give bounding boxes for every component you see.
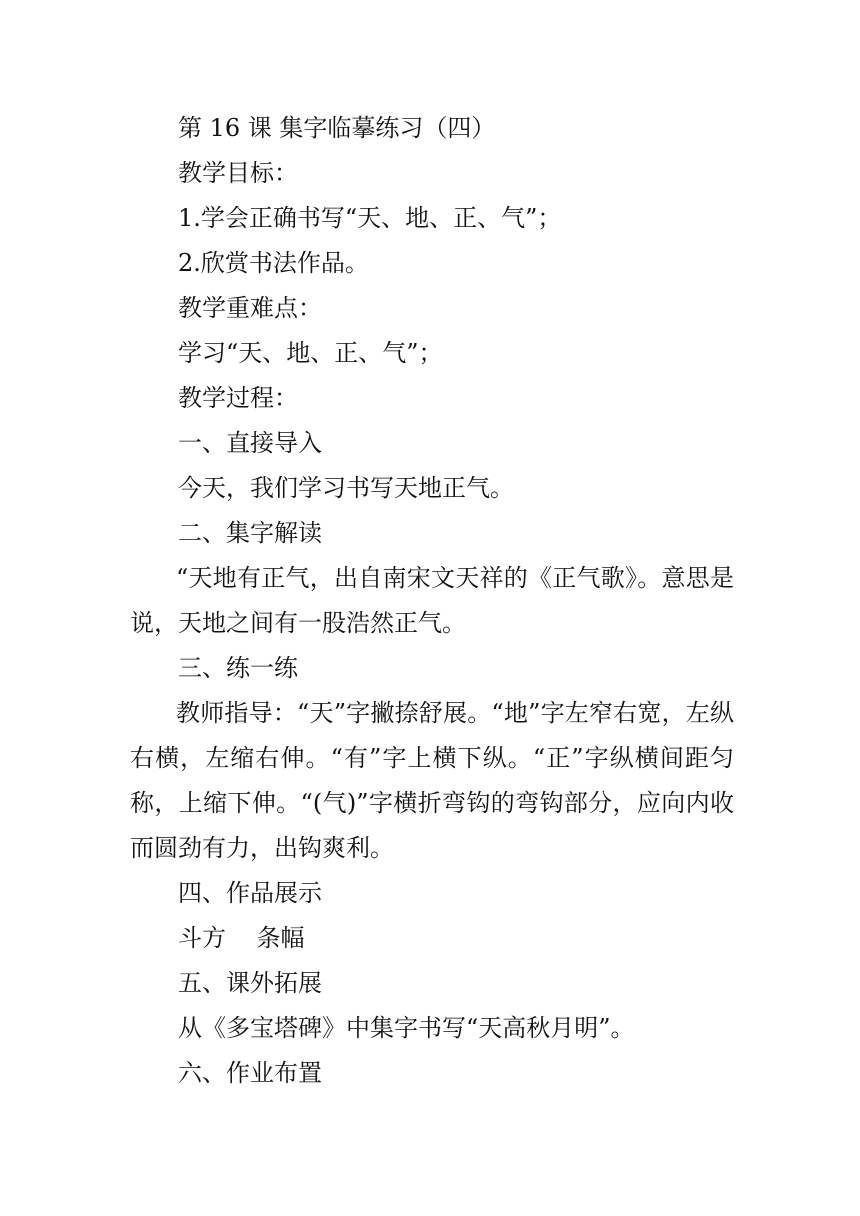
lesson-title: 第 16 课 集字临摹练习（四） bbox=[178, 114, 496, 142]
section-5-text: 从《多宝塔碑》中集字书写“天高秋月明”。 bbox=[178, 1014, 635, 1042]
goals-heading: 教学目标： bbox=[178, 159, 298, 187]
section-4-heading: 四、作品展示 bbox=[178, 879, 322, 907]
section-3-heading: 三、练一练 bbox=[178, 654, 298, 682]
section-3-text: 教师指导：“天”字撇捺舒展。“地”字左窄右宽，左纵右横，左缩右伸。“有”字上横下纵。“正”字纵横间距匀称，上缩下伸。“(气)”字横折弯钩的弯钩部分，应向内收而圆劲有力，出钩爽利。 bbox=[130, 699, 734, 862]
section-2-text: “天地有正气，出自南宋文天祥的《正气歌》。意思是说，天地之间有一股浩然正气。 bbox=[130, 564, 734, 637]
section-1-text: 今天，我们学习书写天地正气。 bbox=[178, 474, 514, 502]
key-points-heading: 教学重难点： bbox=[178, 294, 322, 322]
goal-item-2: 2.欣赏书法作品。 bbox=[178, 249, 369, 277]
key-points-text: 学习“天、地、正、气”； bbox=[178, 339, 443, 367]
section-5-heading: 五、课外拓展 bbox=[178, 969, 322, 997]
section-1-heading: 一、直接导入 bbox=[178, 429, 322, 457]
goal-item-1: 1.学会正确书写“天、地、正、气”； bbox=[178, 204, 562, 232]
section-2-heading: 二、集字解读 bbox=[178, 519, 322, 547]
process-heading: 教学过程： bbox=[178, 384, 298, 412]
section-4-text: 斗方 条幅 bbox=[178, 924, 305, 952]
section-6-heading: 六、作业布置 bbox=[178, 1059, 322, 1087]
